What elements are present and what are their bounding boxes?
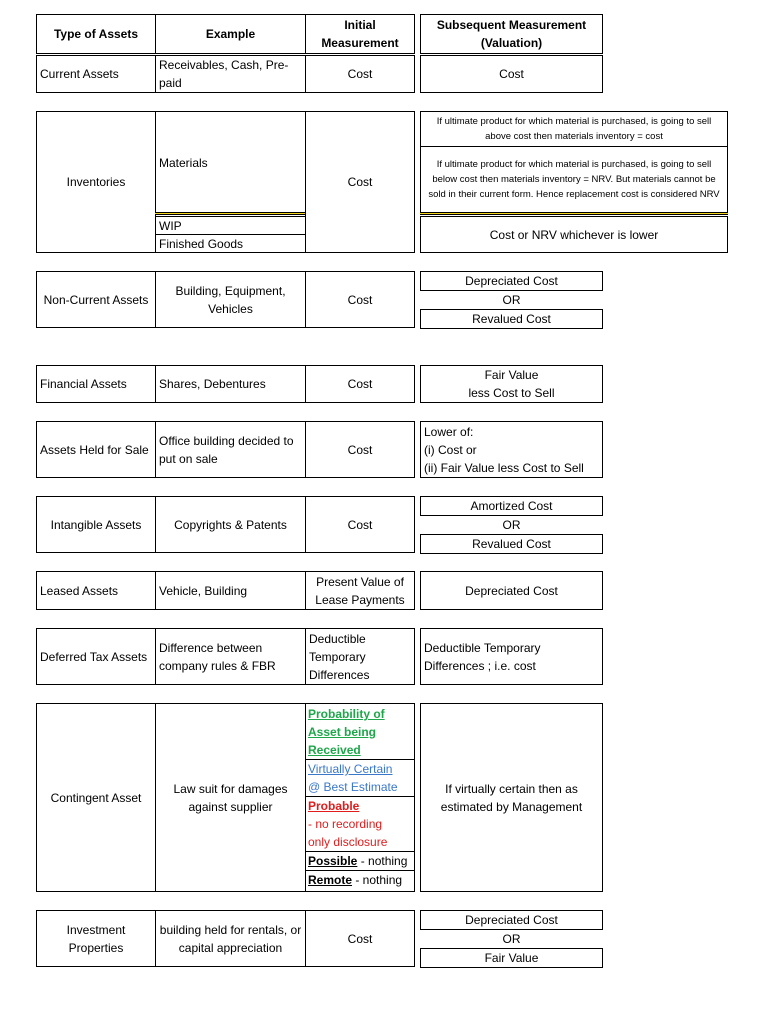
deferred-initial: Deductible Temporary Differences	[305, 628, 415, 685]
leased-example: Vehicle, Building	[155, 571, 306, 610]
contingent-possible-rest: - nothing	[357, 854, 408, 868]
deferred-subsequent: Deductible Temporary Differences ; i.e. cost	[420, 628, 603, 685]
contingent-no-recording: - no recording	[308, 817, 383, 831]
investment-sub-or: OR	[502, 932, 521, 946]
contingent-example: Law suit for damages against supplier	[155, 703, 306, 892]
investment-sub-fairvalue: Fair Value	[420, 948, 603, 968]
inventories-example-materials: Materials	[155, 111, 306, 214]
noncurrent-sub-revalued: Revalued Cost	[420, 309, 603, 329]
financial-sub-line2: less Cost to Sell	[468, 386, 555, 400]
contingent-remote-rest: - nothing	[352, 873, 403, 887]
contingent-initial	[305, 703, 415, 892]
heldforsale-type: Assets Held for Sale	[36, 421, 156, 478]
current-example: Receivables, Cash, Pre-paid	[155, 55, 306, 93]
leased-type: Leased Assets	[36, 571, 156, 610]
intangible-example: Copyrights & Patents	[155, 496, 306, 553]
intangible-type: Intangible Assets	[36, 496, 156, 553]
investment-example: building held for rentals, or capital appreciation	[155, 910, 306, 967]
header-subsequent: Subsequent Measurement (Valuation)	[420, 14, 603, 54]
intangible-initial: Cost	[305, 496, 415, 553]
contingent-remote-word: Remote	[308, 873, 353, 887]
contingent-only-disclosure: only disclosure	[308, 835, 388, 849]
investment-sub-depreciated: Depreciated Cost	[420, 910, 603, 930]
header-type: Type of Assets	[36, 14, 156, 54]
contingent-type: Contingent Asset	[36, 703, 156, 892]
heldforsale-example: Office building decided to put on sale	[155, 421, 306, 478]
noncurrent-type: Non-Current Assets	[36, 271, 156, 328]
financial-type: Financial Assets	[36, 365, 156, 403]
header-example: Example	[155, 14, 306, 54]
heldforsale-sub-line3: (ii) Fair Value less Cost to Sell	[424, 460, 584, 475]
heldforsale-initial: Cost	[305, 421, 415, 478]
intangible-sub-revalued: Revalued Cost	[420, 534, 603, 554]
contingent-prob-line1: Probability of	[308, 707, 385, 721]
inventories-example-wip: WIP	[155, 216, 306, 235]
inventories-sub-above: If ultimate product for which material is purchased, is going to sell above cost then materials inventory = cost	[420, 111, 728, 147]
inventories-sub-below: If ultimate product for which material is purchased, is going to sell below cost then materials inventory = NRV. But materials cannot be sold in their current form. Hence replacement cost is considered NRV	[420, 146, 728, 213]
contingent-possible	[306, 851, 414, 870]
leased-subsequent: Depreciated Cost	[420, 571, 603, 610]
financial-example: Shares, Debentures	[155, 365, 306, 403]
leased-initial: Present Value of Lease Payments	[305, 571, 415, 610]
inventories-initial: Cost	[305, 111, 415, 253]
inventories-example-finished: Finished Goods	[155, 234, 306, 253]
noncurrent-example: Building, Equipment, Vehicles	[155, 271, 306, 328]
contingent-subsequent: If virtually certain then as estimated by Management	[420, 703, 603, 892]
intangible-sub-amortized: Amortized Cost	[420, 496, 603, 516]
current-initial: Cost	[305, 55, 415, 93]
deferred-type: Deferred Tax Assets	[36, 628, 156, 685]
contingent-remote	[306, 870, 414, 889]
contingent-prob-line2: Asset being	[308, 725, 377, 739]
inventories-type: Inventories	[36, 111, 156, 253]
inventories-sub-lower: Cost or NRV whichever is lower	[420, 216, 728, 253]
financial-subsequent	[420, 365, 603, 403]
heldforsale-sub-line1: Lower of:	[424, 424, 474, 439]
contingent-virtually-certain: Virtually Certain	[306, 759, 414, 778]
heldforsale-subsequent	[420, 421, 603, 478]
inventories-highlight-line	[155, 212, 306, 215]
noncurrent-initial: Cost	[305, 271, 415, 328]
inventories-sub-highlight-line	[420, 212, 728, 215]
contingent-prob-line3: Received	[308, 743, 361, 757]
heldforsale-sub-line2: (i) Cost or	[424, 442, 477, 457]
investment-initial: Cost	[305, 910, 415, 967]
noncurrent-sub-or: OR	[502, 293, 521, 307]
current-type: Current Assets	[36, 55, 156, 93]
header-initial: Initial Measurement	[305, 14, 415, 54]
current-subsequent: Cost	[420, 55, 603, 93]
contingent-probable: Probable	[306, 796, 414, 815]
contingent-best-estimate: @ Best Estimate	[308, 780, 398, 794]
financial-initial: Cost	[305, 365, 415, 403]
investment-type: Investment Properties	[36, 910, 156, 967]
intangible-sub-or: OR	[502, 518, 521, 532]
contingent-possible-word: Possible	[308, 854, 358, 868]
noncurrent-sub-depreciated: Depreciated Cost	[420, 271, 603, 291]
financial-sub-line1: Fair Value	[484, 368, 539, 382]
deferred-example: Difference between company rules & FBR	[155, 628, 306, 685]
